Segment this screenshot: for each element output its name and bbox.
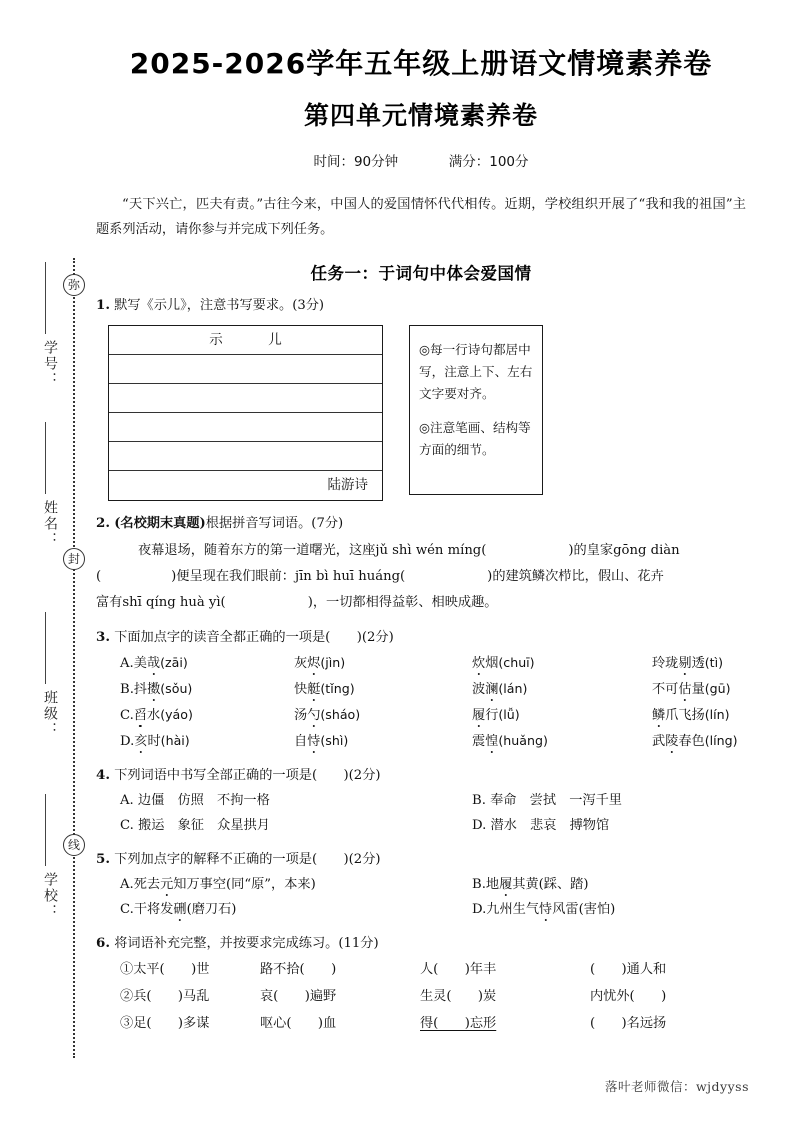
question-6 (96, 931, 746, 956)
q2-line-2 (96, 564, 746, 590)
task1-heading: 任务一：于词句中体会爱国情 (310, 264, 532, 283)
footer-watermark: 落叶老师微信：wjdyyss (604, 1079, 749, 1094)
q6-row-2-item-1[interactable]: ②兵( )马乱 (120, 989, 210, 1004)
q1-tip-box (409, 325, 543, 495)
field-name[interactable]: 姓名： (34, 500, 60, 548)
q5-option-a[interactable]: A.死去元知万事空(同“原”，本来) (120, 877, 316, 892)
q6-number: 6. (96, 935, 110, 951)
q1-answer-area (108, 325, 746, 501)
tip-line-1: ◎每一行诗句都居中写，注意上下、左右文字要对齐。 (419, 342, 533, 401)
question-4 (96, 763, 746, 788)
q3-option-b-item-4[interactable]: 不可估量(gū) (652, 681, 731, 697)
q5-option-c[interactable]: C.干将发硎(磨刀石) (120, 902, 237, 917)
q1-text: 默写《示儿》，注意书写要求。(3分) (114, 298, 325, 313)
seal-margin (0, 0, 88, 1122)
question-1 (96, 293, 746, 318)
q6-row-marker: ② (120, 989, 134, 1004)
q6-row-3-item-3[interactable]: 得( )忘形 (420, 1016, 497, 1031)
q3-text: 下面加点字的读音全都正确的一项是( )(2分) (114, 630, 394, 645)
q6-text: 将词语补充完整，并按要求完成练习。(11分) (114, 936, 379, 951)
time-label: 时间：90分钟 (313, 154, 399, 170)
exam-meta (96, 150, 746, 170)
q6-idiom-grid (120, 956, 746, 1037)
q2-l3-b: )，一切都相得益彰、相映成趣。 (307, 595, 498, 610)
q3-number: 3. (96, 629, 110, 645)
q3-option-a-item-4[interactable]: 玲珑剔透(tì) (652, 655, 724, 671)
q2-l1-a: 夜幕退场，随着东方的第一道曙光，这座jǔ shì wén míng( (138, 543, 487, 558)
q3-options (120, 650, 746, 754)
q6-row-3-item-4[interactable]: ( )名远扬 (590, 1016, 667, 1031)
q2-body (96, 538, 746, 616)
field-student-id[interactable]: 学号： (34, 340, 60, 388)
q3-option-a-item-2[interactable]: 灰烬(jìn) (294, 655, 346, 671)
grid-row-blank[interactable] (109, 413, 382, 442)
seal-char-xian: 线 (63, 834, 85, 856)
q3-option-c-item-2[interactable]: 汤勺(sháo) (294, 707, 361, 723)
q4-option-b[interactable]: B. 奉命 尝拭 一泻千里 (472, 793, 622, 808)
q6-row-marker: ① (120, 962, 134, 977)
q3-option-c-item-3[interactable]: 履行(lǚ) (472, 707, 520, 723)
q3-option-b-item-1[interactable]: B.抖擞(sǒu) (120, 681, 193, 697)
q2-l1-b: )的皇家gōng diàn (568, 543, 680, 558)
seal-char-feng: 封 (63, 548, 85, 570)
field-class[interactable]: 班级： (34, 690, 60, 738)
q2-number: 2. (96, 515, 110, 531)
page-subtitle: 第四单元情境素养卷 (303, 101, 538, 130)
grid-row-title[interactable] (109, 326, 382, 355)
q3-option-d-item-1[interactable]: D.亥时(hài) (120, 733, 190, 749)
tip-line-2: ◎注意笔画、结构等方面的细节。 (419, 420, 531, 457)
q5-options (120, 872, 746, 922)
poem-writing-grid[interactable] (108, 325, 383, 501)
seal-char-mi: 弥 (63, 274, 85, 296)
poem-author: 陆游诗 (327, 477, 368, 493)
q2-l2-b: )便呈现在我们眼前：jīn bì huī huáng( (171, 569, 406, 584)
q6-row-3-item-1[interactable]: ③足( )多谋 (120, 1016, 210, 1031)
grid-row-blank[interactable] (109, 442, 382, 471)
q5-text: 下列加点字的解释不正确的一项是( )(2分) (114, 852, 381, 867)
question-5 (96, 847, 746, 872)
q6-row-2-item-2[interactable]: 哀( )遍野 (260, 989, 337, 1004)
grid-row-author[interactable] (109, 471, 382, 500)
q5-number: 5. (96, 851, 110, 867)
q4-text: 下列词语中书写全部正确的一项是( )(2分) (114, 768, 381, 783)
q3-option-c-item-1[interactable]: C.舀水(yáo) (120, 707, 193, 723)
q2-line-3 (96, 590, 746, 616)
intro-paragraph: “天下兴亡，匹夫有责。”古往今来，中国人的爱国情怀代代相传。近期，学校组织开展了“我和我的祖国”主题系列活动，请你参与并完成下列任务。 (96, 197, 746, 237)
q3-option-b-item-2[interactable]: 快艇(tǐng) (294, 681, 355, 697)
q5-option-b[interactable]: B.地履其黄(踩、踏) (472, 877, 589, 892)
q3-option-a-item-3[interactable]: 炊烟(chuī) (472, 655, 535, 671)
score-label: 满分：100分 (448, 154, 529, 170)
page-title: 2025-2026学年五年级上册语文情境素养卷 (129, 47, 713, 80)
q2-text: 根据拼音写词语。(7分) (205, 516, 344, 531)
q6-row-2-item-4[interactable]: 内忧外( ) (590, 989, 667, 1004)
q2-source-tag: (名校期末真题) (114, 516, 206, 531)
q6-row-3-item-2[interactable]: 呕心( )血 (260, 1016, 337, 1031)
q2-l2-c: )的建筑鳞次栉比，假山、花卉 (487, 569, 664, 584)
q6-row-1-item-2[interactable]: 路不拾( ) (260, 962, 337, 977)
q6-row-1-item-1[interactable]: ①太平( )世 (120, 962, 210, 977)
poem-title: 示 儿 (209, 332, 298, 348)
q6-row-marker: ③ (120, 1016, 134, 1031)
q6-row-2-item-3[interactable]: 生灵( )炭 (420, 989, 497, 1004)
question-2 (96, 511, 746, 536)
q4-option-a[interactable]: A. 边僵 仿照 不拘一格 (120, 793, 270, 808)
q4-option-d[interactable]: D. 潜水 悲哀 搏物馆 (472, 818, 610, 833)
q4-options (120, 788, 746, 838)
grid-row-blank[interactable] (109, 384, 382, 413)
q5-option-d[interactable]: D.九州生气恃风雷(害怕) (472, 902, 616, 917)
q2-line-1 (96, 538, 746, 564)
q6-row-1-item-4[interactable]: ( )通人和 (590, 962, 667, 977)
q3-option-d-item-4[interactable]: 武陵春色(líng) (652, 733, 738, 749)
field-school[interactable]: 学校： (34, 872, 60, 920)
content-column (96, 0, 746, 1037)
q3-option-d-item-3[interactable]: 震惶(huǎng) (472, 733, 548, 749)
q2-l2-a: ( (96, 569, 102, 584)
q6-row-1-item-3[interactable]: 人( )年丰 (420, 962, 497, 977)
q4-number: 4. (96, 767, 110, 783)
q2-l3-a: 富有shī qíng huà yì( (96, 595, 226, 610)
q3-option-a-item-1[interactable]: A.美哉(zāi) (120, 655, 188, 671)
question-3 (96, 625, 746, 650)
q1-number: 1. (96, 297, 110, 313)
q3-option-b-item-3[interactable]: 波澜(lán) (472, 681, 528, 697)
q4-option-c[interactable]: C. 搬运 象征 众星拱月 (120, 818, 270, 833)
grid-row-blank[interactable] (109, 355, 382, 384)
q3-option-c-item-4[interactable]: 鳞爪飞扬(lín) (652, 707, 730, 723)
seal-dotted-line (73, 258, 75, 1058)
q3-option-d-item-2[interactable]: 自恃(shì) (294, 733, 349, 749)
